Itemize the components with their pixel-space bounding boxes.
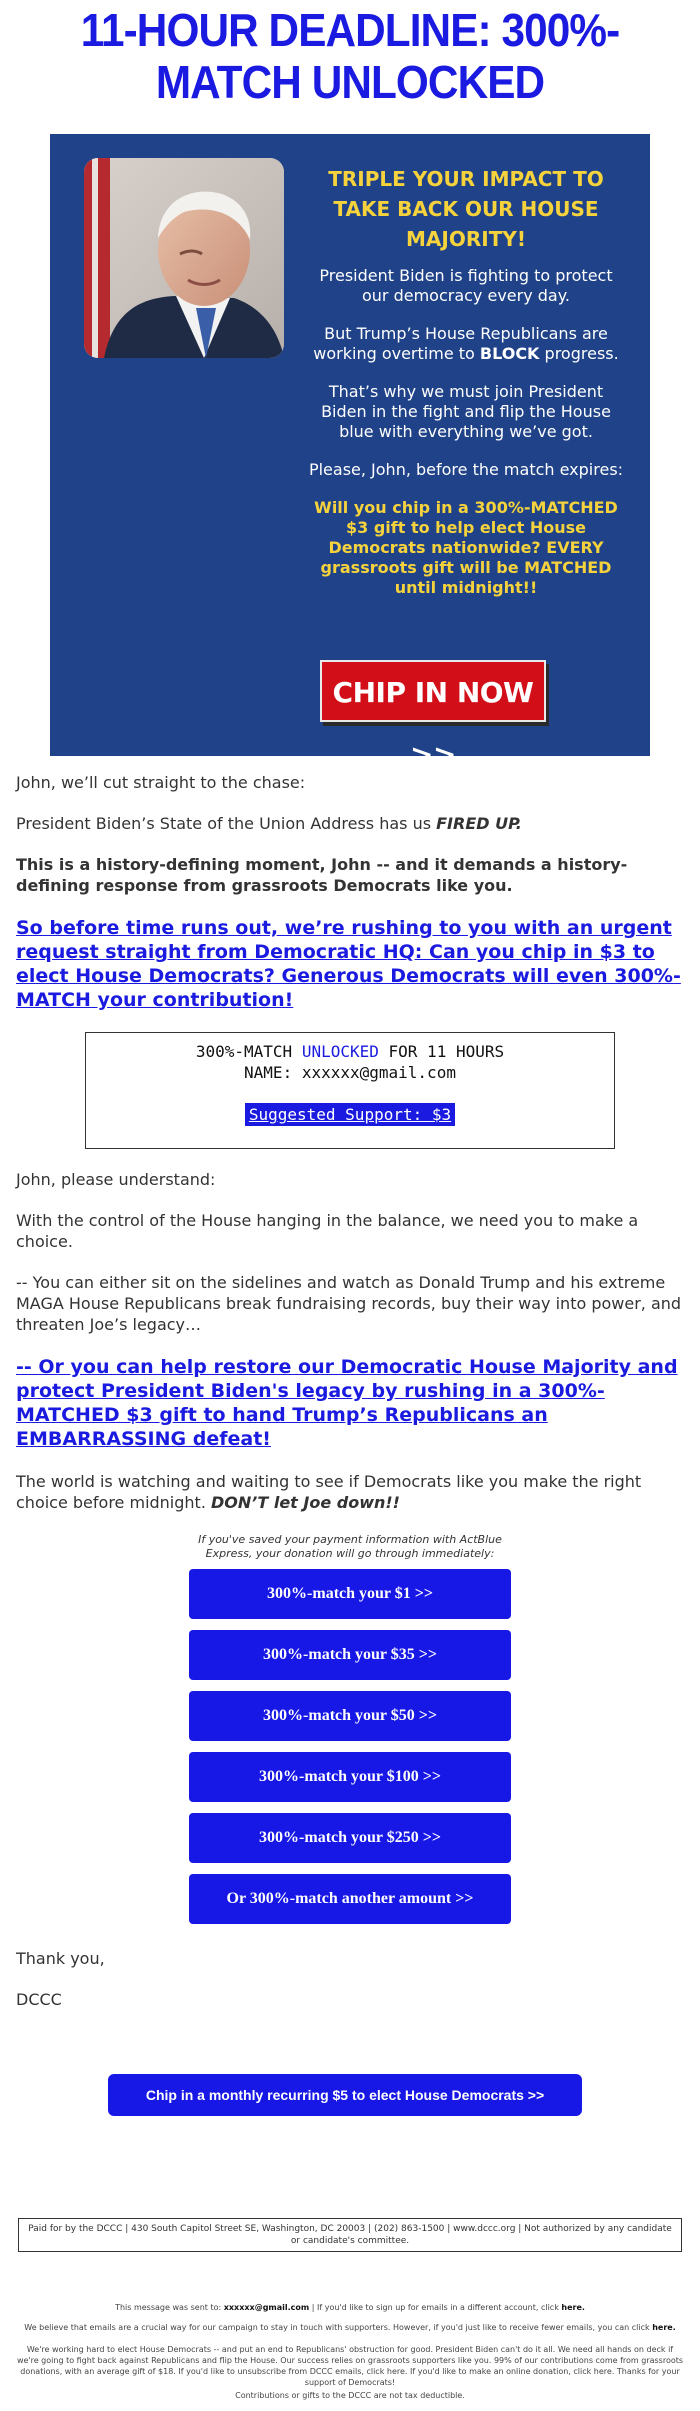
hero-paragraph-2: But Trump’s House Republicans are working overtime to BLOCK progress. bbox=[313, 324, 619, 363]
recipient-email: xxxxxx@gmail.com bbox=[223, 2303, 310, 2312]
signature: DCCC bbox=[16, 1990, 62, 2009]
match-name: NAME: xxxxxx@gmail.com bbox=[244, 1063, 456, 1082]
president-photo bbox=[84, 158, 284, 358]
body-paragraph-1: John, we’ll cut straight to the chase: bbox=[16, 773, 306, 792]
body-paragraph-7: The world is watching and waiting to see if Democrats like you make the right choice before midnight. DON’T let Joe down!! bbox=[16, 1472, 642, 1512]
hero-paragraph-1: President Biden is fighting to protect our democracy every day. bbox=[319, 266, 613, 305]
body-paragraph-6: -- You can either sit on the sidelines and watch as Donald Trump and his extreme MAGA House Republicans break fundraising records, buy their way into power, and threaten Joe’s legacy… bbox=[16, 1273, 682, 1334]
working-hard-paragraph: We're working hard to elect House Democrats -- and put an end to Republicans' obstruction for good. President Biden can't do it all. We need all hands on deck if we're going to fight back against Republicans and flip the House. Our success relies on grassroots supporters like you. 99% of our contributions come from grassroots donations, with an average gift of $18. If you'd like to unsubscribe from DCCC emails, click here. If you'd like to make an online donation, click here. Thanks for your support of Democrats! bbox=[16, 2345, 684, 2387]
actblue-note: If you've saved your payment information with ActBlue Express, your donation will go through immediately: bbox=[198, 1533, 502, 1560]
body-paragraph-5: With the control of the House hanging in the balance, we need you to make a choice. bbox=[16, 1211, 639, 1251]
paid-for-disclaimer: Paid for by the DCCC | 430 South Capitol Street SE, Washington, DC 20003 | (202) 863-1500 | www.dccc.org | Not authorized by any candidate or candidate's committee. bbox=[18, 2218, 682, 2252]
chip-in-link-1[interactable]: So before time runs out, we’re rushing to you with an urgent request straight from Democratic HQ: Can you chip in $3 to elect House Democrats? Generous Democrats will even 300%-MATCH your contribution! bbox=[16, 917, 681, 1011]
fewer-emails-line: We believe that emails are a crucial way for our campaign to stay in touch with supporters. However, if you'd just like to receive fewer emails, you can click here. bbox=[24, 2323, 676, 2332]
match-status: 300%-MATCH UNLOCKED FOR 11 HOURS bbox=[195, 1042, 505, 1061]
signoff: Thank you, bbox=[16, 1949, 105, 1968]
signup-here-link[interactable]: here. bbox=[561, 2303, 585, 2312]
hero-banner bbox=[50, 134, 650, 771]
hero-title: TRIPLE YOUR IMPACT TO TAKE BACK OUR HOUSE MAJORITY! bbox=[328, 167, 604, 251]
donate-100-button[interactable]: 300%-match your $100 >> bbox=[189, 1752, 511, 1802]
donate-1-button[interactable]: 300%-match your $1 >> bbox=[189, 1569, 511, 1619]
chip-in-link-2[interactable]: -- Or you can help restore our Democratic House Majority and protect President Biden's legacy by rushing in a 300%-MATCHED $3 gift to hand Trump’s Republicans an EMBARRASSING defeat! bbox=[16, 1356, 678, 1450]
headline: 11-HOUR DEADLINE: 300%-MATCH UNLOCKED bbox=[80, 4, 620, 108]
hero-message bbox=[306, 164, 626, 598]
hero-paragraph-3: That’s why we must join President Biden in the fight and flip the House blue with everything we’ve got. bbox=[321, 382, 611, 441]
chip-in-now-button[interactable]: CHIP IN NOW >> bbox=[320, 660, 546, 722]
monthly-recurring-button[interactable]: Chip in a monthly recurring $5 to elect House Democrats >> bbox=[108, 2074, 582, 2116]
body-paragraph-4: John, please understand: bbox=[16, 1170, 216, 1189]
email-body bbox=[16, 772, 684, 2030]
sent-to-line: This message was sent to: xxxxxx@gmail.com | If you'd like to sign up for emails in a different account, click here. bbox=[115, 2303, 585, 2312]
tax-deductible-note: Contributions or gifts to the DCCC are not tax deductible. bbox=[235, 2391, 465, 2400]
fewer-emails-here-link[interactable]: here. bbox=[652, 2323, 676, 2332]
donate-250-button[interactable]: 300%-match your $250 >> bbox=[189, 1813, 511, 1863]
hero-paragraph-4: Please, John, before the match expires: bbox=[308, 460, 624, 479]
donate-50-button[interactable]: 300%-match your $50 >> bbox=[189, 1691, 511, 1741]
body-paragraph-3: This is a history-defining moment, John -- and it demands a history-defining response from grassroots Democrats like you. bbox=[16, 855, 628, 895]
donate-other-amount-button[interactable]: Or 300%-match another amount >> bbox=[189, 1874, 511, 1924]
match-box bbox=[85, 1032, 615, 1149]
donate-35-button[interactable]: 300%-match your $35 >> bbox=[189, 1630, 511, 1680]
suggested-support-link[interactable]: Suggested Support: $3 bbox=[245, 1103, 455, 1126]
body-paragraph-2: President Biden’s State of the Union Address has us FIRED UP. bbox=[16, 814, 522, 833]
hero-ask: Will you chip in a 300%-MATCHED $3 gift to help elect House Democrats nationwide? EVERY grassroots gift will be MATCHED until midnight!! bbox=[314, 498, 618, 597]
